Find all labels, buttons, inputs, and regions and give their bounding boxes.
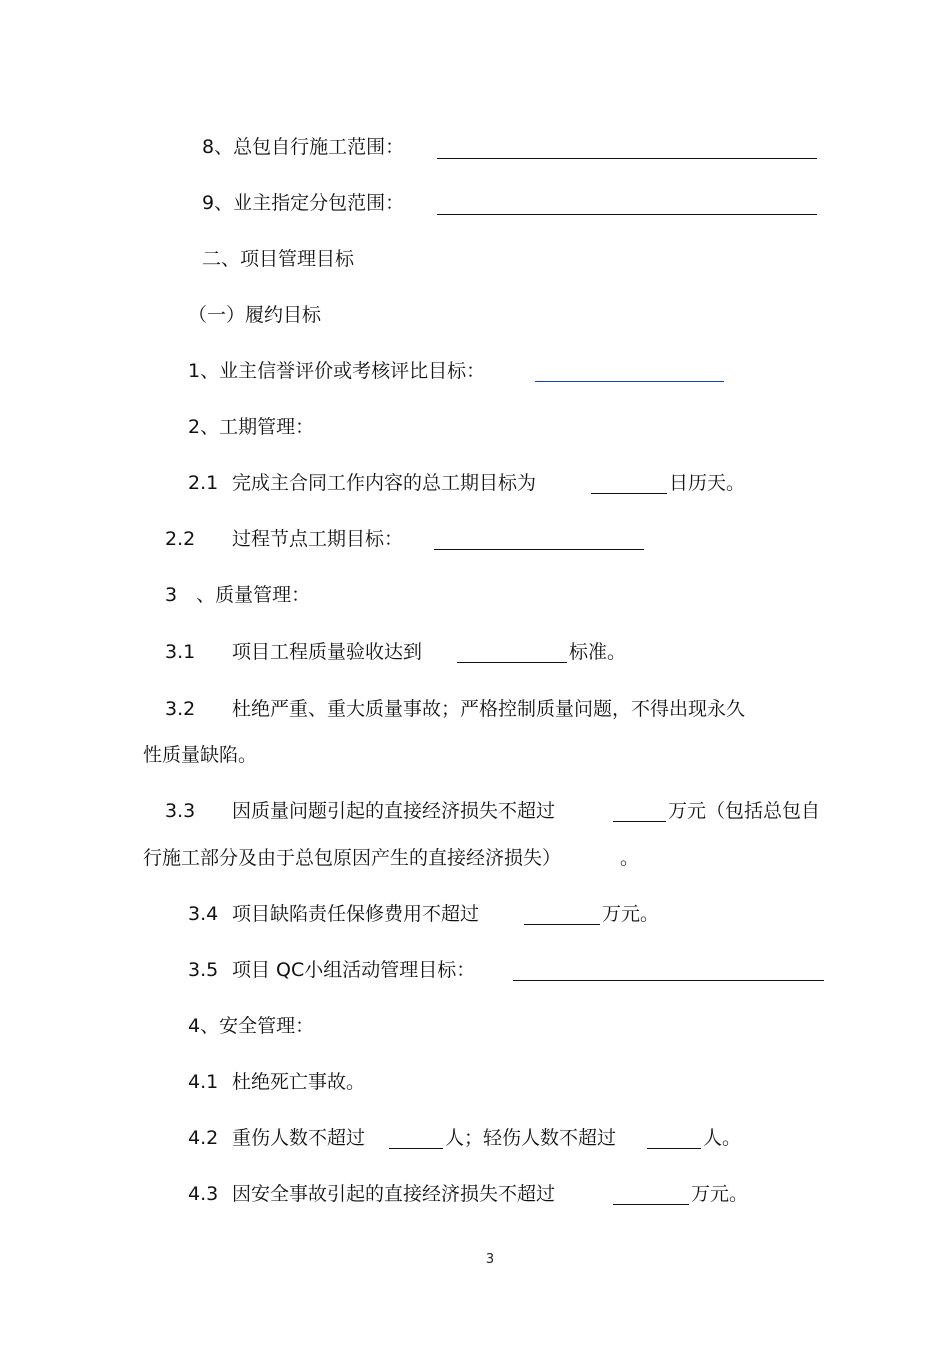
item-4-label: 4、安全管理： xyxy=(188,1015,315,1037)
item-2-2-number: 2.2 xyxy=(165,528,196,550)
item-2-label: 2、工期管理： xyxy=(188,416,315,438)
page-number: 3 xyxy=(485,1252,495,1267)
item-3-5-blank xyxy=(513,980,824,981)
item-3-1-number: 3.1 xyxy=(165,641,196,663)
item-2-1-blank xyxy=(591,493,667,494)
item-3-2-continuation: 性质量缺陷。 xyxy=(143,744,258,766)
item-4-3-text: 因安全事故引起的直接经济损失不超过 xyxy=(232,1183,556,1205)
item-3-1-text: 项目工程质量验收达到 xyxy=(232,641,423,663)
item-3-4-blank xyxy=(524,924,600,925)
item-4-2-mid: 人；轻伤人数不超过 xyxy=(445,1127,617,1149)
item-3-3-period: 。 xyxy=(620,847,640,869)
item-1-blank xyxy=(535,381,724,382)
item-3-1-unit: 标准。 xyxy=(569,641,627,663)
item-2-2-blank xyxy=(434,549,644,550)
item-3-4-text: 项目缺陷责任保修费用不超过 xyxy=(232,903,480,925)
item-3-3-unit: 万元（包括总包自 xyxy=(668,800,821,822)
item-4-3-number: 4.3 xyxy=(188,1183,219,1205)
item-2-1-unit: 日历天。 xyxy=(669,472,746,494)
item-3-3-number: 3.3 xyxy=(165,800,196,822)
item-3-5-text: 项目 QC小组活动管理目标： xyxy=(232,959,476,981)
item-3-3-blank xyxy=(613,821,666,822)
item-3-label: 3 、质量管理： xyxy=(165,584,311,606)
item-4-1-text: 杜绝死亡事故。 xyxy=(232,1071,366,1093)
item-3-2-number: 3.2 xyxy=(165,698,196,720)
item-1-label: 1、业主信誉评价或考核评比目标： xyxy=(188,360,486,382)
item-2-1-number: 2.1 xyxy=(188,472,219,494)
item-3-4-number: 3.4 xyxy=(188,903,219,925)
section-heading: 二、项目管理目标 xyxy=(202,248,355,270)
item-3-1-blank xyxy=(457,662,567,663)
subsection-heading: （一）履约目标 xyxy=(188,304,322,326)
item-4-2-unit: 人。 xyxy=(703,1127,742,1149)
item-4-2-blank-minor xyxy=(647,1148,701,1149)
item-4-1-number: 4.1 xyxy=(188,1071,219,1093)
item-4-3-unit: 万元。 xyxy=(691,1183,749,1205)
item-3-5-number: 3.5 xyxy=(188,959,219,981)
item-9-blank xyxy=(437,214,817,215)
item-2-1-text: 完成主合同工作内容的总工期目标为 xyxy=(232,472,537,494)
item-2-2-text: 过程节点工期目标： xyxy=(232,528,404,550)
item-4-2-number: 4.2 xyxy=(188,1127,219,1149)
item-4-2-text: 重伤人数不超过 xyxy=(232,1127,366,1149)
item-8-blank xyxy=(437,158,817,159)
item-3-3-text: 因质量问题引起的直接经济损失不超过 xyxy=(232,800,556,822)
item-3-3-continuation: 行施工部分及由于总包原因产生的直接经济损失） xyxy=(143,847,562,869)
item-9-label: 9、业主指定分包范围： xyxy=(202,192,405,214)
item-3-2-text: 杜绝严重、重大质量事故；严格控制质量问题，不得出现永久 xyxy=(232,698,746,720)
item-8-label: 8、总包自行施工范围： xyxy=(202,136,405,158)
item-3-4-unit: 万元。 xyxy=(602,903,660,925)
item-4-2-blank-serious xyxy=(389,1148,443,1149)
item-4-3-blank xyxy=(613,1204,689,1205)
